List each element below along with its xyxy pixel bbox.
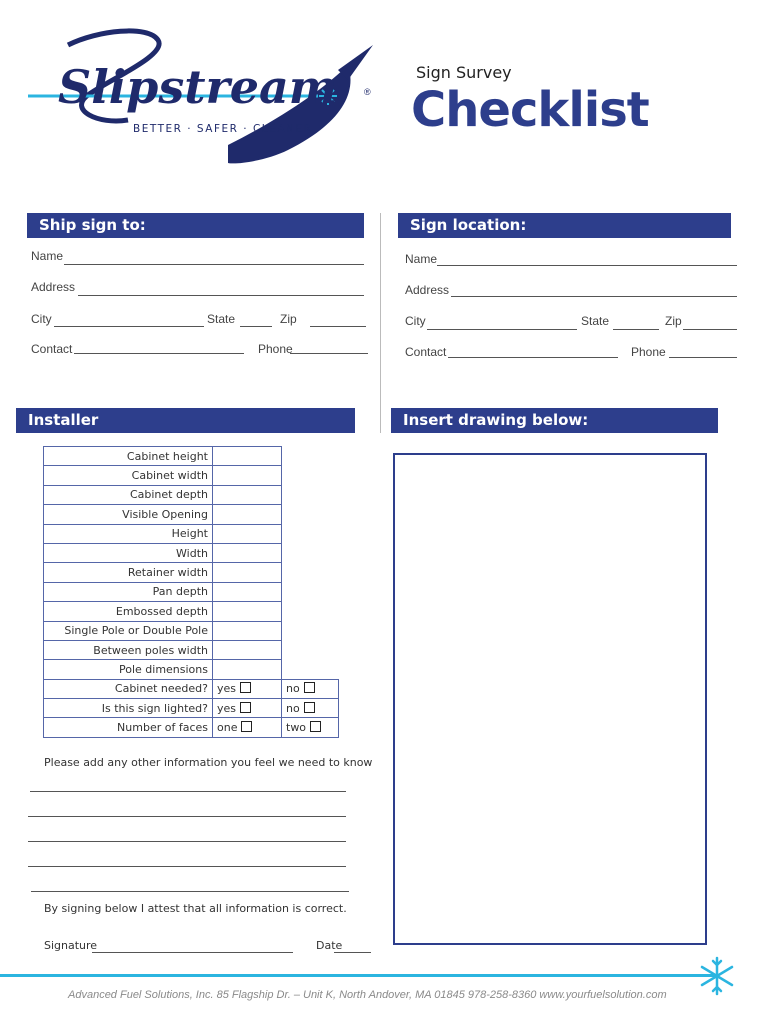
loc-phone-field[interactable] [669, 357, 737, 358]
location-heading: Sign location: [398, 213, 731, 238]
row-label: Is this sign lighted? [44, 699, 213, 718]
option-a-cell[interactable] [213, 699, 282, 718]
option-label: yes [217, 701, 237, 715]
table-row [44, 563, 339, 582]
loc-state-field[interactable] [613, 329, 659, 330]
ship-to-heading: Ship sign to: [27, 213, 364, 238]
table-row [44, 679, 339, 698]
checkbox[interactable] [241, 721, 252, 732]
table-row [44, 718, 339, 737]
row-label: Cabinet depth [44, 485, 213, 504]
ship-city-field[interactable] [54, 326, 204, 327]
ship-address-label: Address [31, 280, 76, 294]
value-cell[interactable] [213, 524, 282, 543]
installer-heading: Installer [16, 408, 355, 433]
notes-line-4[interactable] [28, 866, 346, 867]
loc-name-field[interactable] [437, 265, 737, 266]
footer-rule [0, 974, 715, 977]
option-label: no [286, 701, 300, 715]
row-label: Embossed depth [44, 602, 213, 621]
ship-state-label: State [207, 312, 236, 326]
spacer-cell [282, 563, 339, 582]
attest-text: By signing below I attest that all information is correct. [44, 902, 347, 915]
logo-tagline: BETTER · SAFER · CLEANER [133, 123, 313, 135]
notes-line-3[interactable] [28, 841, 346, 842]
loc-address-label: Address [405, 283, 450, 297]
option-label: two [286, 721, 307, 735]
page-title: Checklist [411, 82, 649, 138]
row-label: Pole dimensions [44, 660, 213, 679]
ship-phone-field[interactable] [290, 353, 368, 354]
spacer-cell [282, 621, 339, 640]
footer-text: Advanced Fuel Solutions, Inc. 85 Flagship Dr. – Unit K, North Andover, MA 01845 978-258-8360 www.yourfuelsolution.com [68, 989, 667, 1001]
table-row [44, 543, 339, 562]
logo-mark: ® [364, 87, 371, 97]
option-b-cell[interactable] [282, 679, 339, 698]
table-row [44, 699, 339, 718]
value-cell[interactable] [213, 505, 282, 524]
table-row [44, 447, 339, 466]
option-a-cell[interactable] [213, 679, 282, 698]
table-row [44, 621, 339, 640]
row-label: Cabinet height [44, 447, 213, 466]
row-label: Number of faces [44, 718, 213, 737]
option-a-cell[interactable] [213, 718, 282, 737]
table-row [44, 582, 339, 601]
spacer-cell [282, 447, 339, 466]
loc-address-field[interactable] [451, 296, 737, 297]
option-label: one [217, 721, 238, 735]
value-cell[interactable] [213, 602, 282, 621]
spacer-cell [282, 660, 339, 679]
loc-city-label: City [405, 314, 426, 328]
notes-line-5[interactable] [31, 891, 349, 892]
spacer-cell [282, 505, 339, 524]
loc-contact-label: Contact [405, 345, 447, 359]
ship-name-label: Name [31, 249, 64, 263]
installer-table [43, 446, 339, 738]
table-row [44, 660, 339, 679]
column-divider [380, 213, 381, 433]
row-label: Width [44, 543, 213, 562]
row-label: Retainer width [44, 563, 213, 582]
spacer-cell [282, 466, 339, 485]
value-cell[interactable] [213, 621, 282, 640]
row-label: Cabinet needed? [44, 679, 213, 698]
ship-name-field[interactable] [64, 264, 364, 265]
option-b-cell[interactable] [282, 699, 339, 718]
ship-zip-field[interactable] [310, 326, 366, 327]
checkbox[interactable] [304, 702, 315, 713]
ship-zip-label: Zip [280, 312, 297, 326]
option-label: no [286, 682, 300, 696]
value-cell[interactable] [213, 640, 282, 659]
option-label: yes [217, 682, 237, 696]
table-row [44, 602, 339, 621]
loc-zip-field[interactable] [683, 329, 737, 330]
value-cell[interactable] [213, 582, 282, 601]
notes-line-1[interactable] [30, 791, 346, 792]
value-cell[interactable] [213, 543, 282, 562]
spacer-cell [282, 485, 339, 504]
option-b-cell[interactable] [282, 718, 339, 737]
ship-phone-label: Phone [258, 342, 293, 356]
ship-state-field[interactable] [240, 326, 272, 327]
ship-address-field[interactable] [78, 295, 364, 296]
checkbox[interactable] [304, 682, 315, 693]
row-label: Visible Opening [44, 505, 213, 524]
drawing-area[interactable] [393, 453, 707, 945]
signature-field[interactable] [92, 952, 293, 953]
checkbox[interactable] [240, 702, 251, 713]
checkbox[interactable] [310, 721, 321, 732]
spacer-cell [282, 582, 339, 601]
notes-line-2[interactable] [28, 816, 346, 817]
row-label: Cabinet width [44, 466, 213, 485]
loc-phone-label: Phone [631, 345, 666, 359]
spacer-cell [282, 640, 339, 659]
spacer-cell [282, 602, 339, 621]
ship-contact-label: Contact [31, 342, 73, 356]
spacer-cell [282, 524, 339, 543]
date-field[interactable] [334, 952, 371, 953]
loc-city-field[interactable] [427, 329, 577, 330]
drawing-heading: Insert drawing below: [391, 408, 718, 433]
row-label: Between poles width [44, 640, 213, 659]
row-label: Pan depth [44, 582, 213, 601]
table-row [44, 485, 339, 504]
value-cell[interactable] [213, 466, 282, 485]
loc-zip-label: Zip [665, 314, 682, 328]
row-label: Single Pole or Double Pole [44, 621, 213, 640]
logo [28, 25, 383, 170]
checkbox[interactable] [240, 682, 251, 693]
signature-label: Signature [44, 939, 98, 952]
notes-prompt: Please add any other information you feel we need to know [44, 756, 373, 769]
table-row [44, 640, 339, 659]
spacer-cell [282, 543, 339, 562]
value-cell[interactable] [213, 660, 282, 679]
table-row [44, 466, 339, 485]
subtitle: Sign Survey [416, 63, 512, 82]
value-cell[interactable] [213, 447, 282, 466]
row-label: Height [44, 524, 213, 543]
ship-contact-field[interactable] [74, 353, 244, 354]
ship-city-label: City [31, 312, 52, 326]
loc-contact-field[interactable] [448, 357, 618, 358]
snowflake-icon [698, 955, 736, 1002]
loc-name-label: Name [405, 252, 438, 266]
value-cell[interactable] [213, 485, 282, 504]
loc-state-label: State [581, 314, 610, 328]
date-label: Date [316, 939, 343, 952]
logo-brand: Slipstream [58, 60, 338, 114]
table-row [44, 505, 339, 524]
value-cell[interactable] [213, 563, 282, 582]
table-row [44, 524, 339, 543]
